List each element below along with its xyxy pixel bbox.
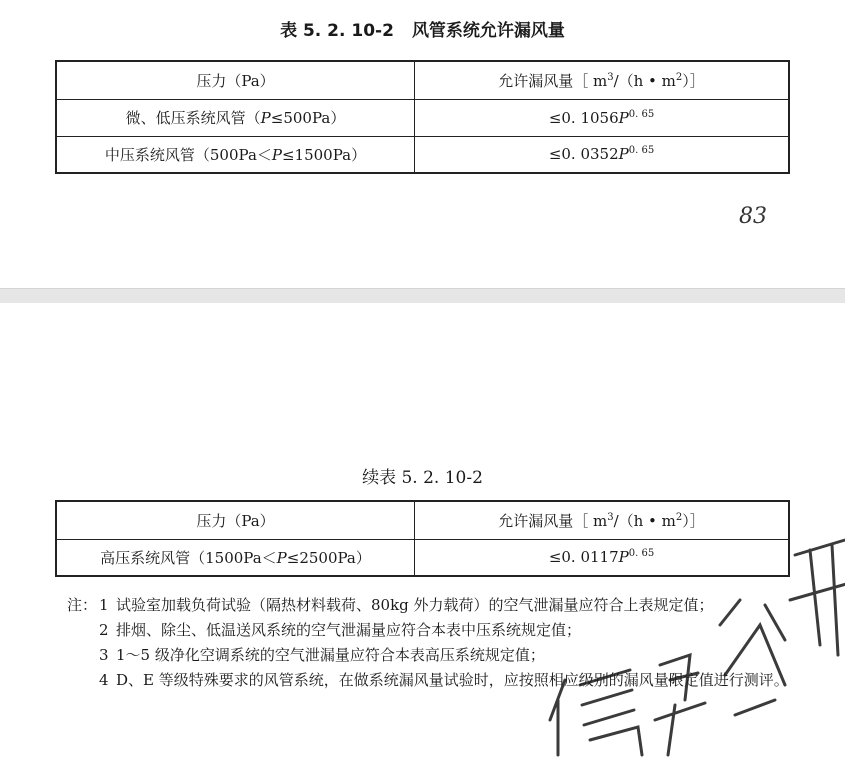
header-pressure: 压力（Pa）	[56, 501, 415, 539]
table-caption: 风管系统允许漏风量	[411, 21, 565, 41]
note-item: 4 D、E 等级特殊要求的风管系统，在做系统漏风量试验时，应按照相应级别的漏风量限定值进行测评。	[67, 668, 807, 693]
row-value: ≤0. $1056P^{0. 65}$	[415, 99, 790, 136]
row-value: ≤0. $0117P^{0. 65}$	[415, 539, 790, 576]
row-label: 高压系统风管（1500Pa＜P≤2500Pa）	[56, 539, 415, 576]
continued-table-title: 续表 5. 2. 10-2	[362, 468, 483, 488]
row-label: 中压系统风管（500Pa＜P≤1500Pa）	[56, 136, 415, 173]
note-text: 1～5 级净化空调系统的空气泄漏量应符合本表高压系统规定值；	[116, 646, 545, 664]
header-allowed-leakage: 允许漏风量［ $m^3/(h$ • $m^2)]$	[415, 61, 790, 99]
table-row	[56, 136, 789, 173]
page-number: 83	[739, 204, 767, 229]
page-separator	[0, 288, 845, 303]
table-number: 表 5. 2. 10-2	[280, 21, 394, 41]
lower-page	[0, 303, 845, 761]
table-header-row	[56, 61, 789, 99]
header-allowed-leakage: 允许漏风量［ $m^3/(h$ • $m^2)]$	[415, 501, 790, 539]
row-value: ≤0. $0352P^{0. 65}$	[415, 136, 790, 173]
note-text: D、E 等级特殊要求的风管系统，在做系统漏风量试验时，应按照相应级别的漏风量限定值进行测评。	[116, 671, 789, 689]
table-title	[0, 16, 845, 41]
continued-leakage-table	[55, 500, 790, 577]
header-pressure: 压力（Pa）	[56, 61, 415, 99]
note-item: 注： 1 试验室加载负荷试验（隔热材料载荷、80kg 外力载荷）的空气泄漏量应符合上表规定值；	[67, 593, 807, 618]
notes-label: 注：	[67, 596, 98, 614]
note-text: 排烟、除尘、低温送风系统的空气泄漏量应符合本表中压系统规定值；	[116, 621, 582, 639]
note-text: 试验室加载负荷试验（隔热材料载荷、80kg 外力载荷）的空气泄漏量应符合上表规定值；	[116, 596, 714, 614]
table-row	[56, 539, 789, 576]
table-row	[56, 99, 789, 136]
note-item: 3 1～5 级净化空调系统的空气泄漏量应符合本表高压系统规定值；	[67, 643, 807, 668]
upper-page	[0, 0, 845, 288]
row-label: 微、低压系统风管（P≤500Pa）	[56, 99, 415, 136]
notes	[67, 593, 807, 693]
note-item: 2 排烟、除尘、低温送风系统的空气泄漏量应符合本表中压系统规定值；	[67, 618, 807, 643]
table-header-row	[56, 501, 789, 539]
leakage-table	[55, 60, 790, 174]
